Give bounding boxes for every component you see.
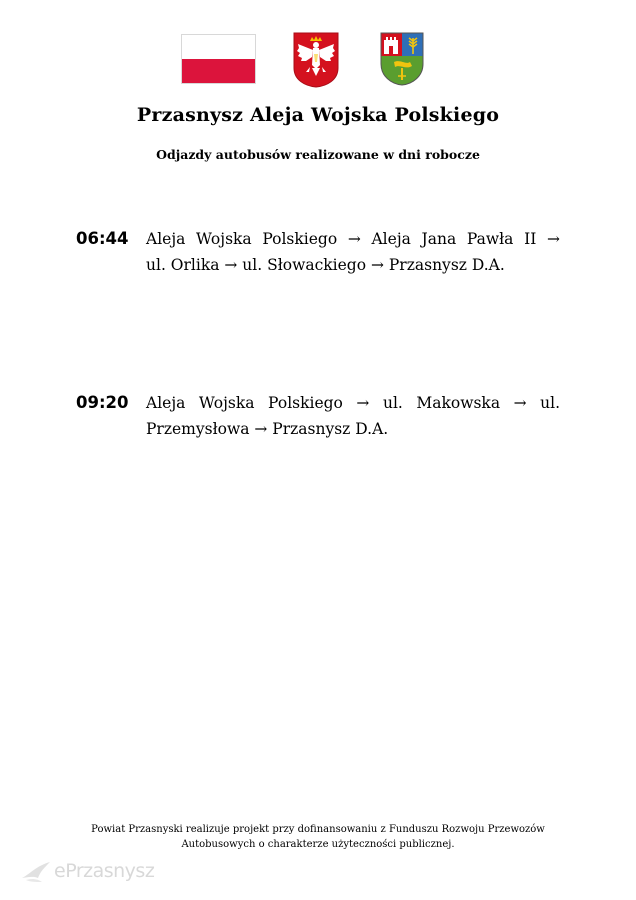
departure-route [146,226,560,278]
header-emblems [0,32,636,88]
route-line: Aleja Wojska Polskiego → Aleja Jana Pawła II → [146,230,560,248]
route-line: Przemysłowa → Przasnysz D.A. [146,420,389,438]
route-line: Aleja Wojska Polskiego → ul. Makowska → ul. [146,394,560,412]
polish-eagle-coat-of-arms-icon [293,32,339,88]
county-coat-of-arms-icon [380,32,424,86]
watermark-text: ePrzasnysz [54,860,155,882]
footer-line: Autobusowych o charakterze użyteczności publicznej. [181,839,455,850]
site-watermark [20,858,160,886]
page-title: Przasnysz Aleja Wojska Polskiego [136,104,500,126]
footer-line: Powiat Przasnyski realizuje projekt przy dofinansowaniu z Funduszu Rozwoju Przewozów [91,824,545,835]
departure-route [146,390,560,442]
polish-flag-icon [181,34,256,84]
funding-footer [60,822,576,852]
departure-time: 06:44 [76,229,129,248]
departure-time: 09:20 [76,393,129,412]
bird-logo-icon [20,860,54,884]
route-line: ul. Orlika → ul. Słowackiego → Przasnysz D.A. [146,256,505,274]
page-subtitle: Odjazdy autobusów realizowane w dni robocze [156,147,480,162]
